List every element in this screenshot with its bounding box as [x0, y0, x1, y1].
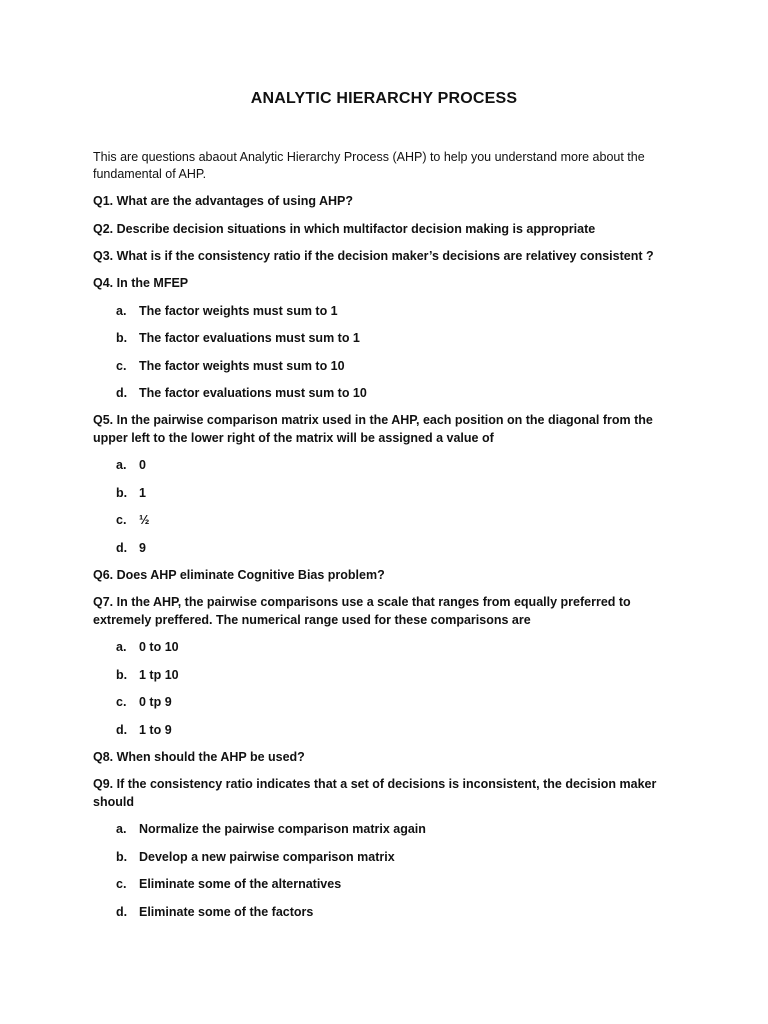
option-text: 1	[139, 486, 146, 500]
option-letter: b.	[116, 668, 128, 682]
question-5-option-d	[116, 539, 676, 557]
question-1: Q1. What are the advantages of using AHP?	[93, 194, 353, 208]
option-text: Develop a new pairwise comparison matrix	[139, 850, 395, 864]
option-text: 1 to 9	[139, 723, 172, 737]
option-text: 9	[139, 541, 146, 555]
option-text: The factor weights must sum to 1	[139, 304, 338, 318]
question-5: Q5. In the pairwise comparison matrix used in the AHP, each position on the diagonal from the upper left to the lower right of the matrix will be assigned a value of	[93, 413, 653, 445]
question-9: Q9. If the consistency ratio indicates that a set of decisions is inconsistent, the decision maker should	[93, 777, 657, 809]
option-letter: d.	[116, 905, 128, 919]
question-4-option-d	[116, 384, 676, 402]
option-text: 1 tp 10	[139, 668, 179, 682]
option-letter: a.	[116, 304, 127, 318]
option-letter: c.	[116, 695, 127, 709]
question-4-option-b	[116, 329, 676, 347]
question-4: Q4. In the MFEP	[93, 276, 189, 290]
question-9-option-d	[116, 903, 676, 921]
question-2: Q2. Describe decision situations in which multifactor decision making is appropriate	[93, 222, 596, 236]
option-letter: b.	[116, 486, 128, 500]
question-5-option-c	[116, 511, 676, 529]
option-letter: d.	[116, 541, 128, 555]
question-5-option-b	[116, 484, 676, 502]
question-8: Q8. When should the AHP be used?	[93, 750, 305, 764]
question-4-option-a	[116, 302, 676, 320]
option-letter: b.	[116, 850, 128, 864]
question-9-option-a	[116, 820, 676, 838]
question-7-option-b	[116, 666, 676, 684]
option-letter: d.	[116, 723, 128, 737]
option-text: Eliminate some of the alternatives	[139, 877, 342, 891]
question-7: Q7. In the AHP, the pairwise comparisons use a scale that ranges from equally preferred to extremely preffered. The numerical range used for these comparisons are	[93, 595, 631, 627]
option-letter: c.	[116, 359, 127, 373]
option-text: The factor weights must sum to 10	[139, 359, 345, 373]
question-5-option-a	[116, 456, 676, 474]
option-letter: a.	[116, 640, 127, 654]
option-letter: a.	[116, 822, 127, 836]
option-text: The factor evaluations must sum to 1	[139, 331, 360, 345]
question-4-option-c	[116, 357, 676, 375]
intro-paragraph: This are questions abaout Analytic Hierarchy Process (AHP) to help you understand more about the fundamental of AHP.	[93, 150, 645, 181]
question-6: Q6. Does AHP eliminate Cognitive Bias problem?	[93, 568, 385, 582]
option-text: The factor evaluations must sum to 10	[139, 386, 367, 400]
question-9-option-c	[116, 875, 676, 893]
question-7-option-c	[116, 693, 676, 711]
option-letter: a.	[116, 458, 127, 472]
option-letter: c.	[116, 513, 127, 527]
page-title: ANALYTIC HIERARCHY PROCESS	[250, 90, 518, 107]
option-letter: d.	[116, 386, 128, 400]
question-3: Q3. What is if the consistency ratio if the decision maker’s decisions are relativey consistent ?	[93, 249, 654, 263]
question-7-option-d	[116, 721, 676, 739]
option-text: 0 to 10	[139, 640, 179, 654]
option-letter: b.	[116, 331, 128, 345]
option-text: 0 tp 9	[139, 695, 172, 709]
option-text: Normalize the pairwise comparison matrix again	[139, 822, 426, 836]
option-text: 0	[139, 458, 146, 472]
question-7-option-a	[116, 638, 676, 656]
question-9-option-b	[116, 848, 676, 866]
option-letter: c.	[116, 877, 127, 891]
option-text: Eliminate some of the factors	[139, 905, 314, 919]
option-text: ½	[139, 513, 150, 527]
